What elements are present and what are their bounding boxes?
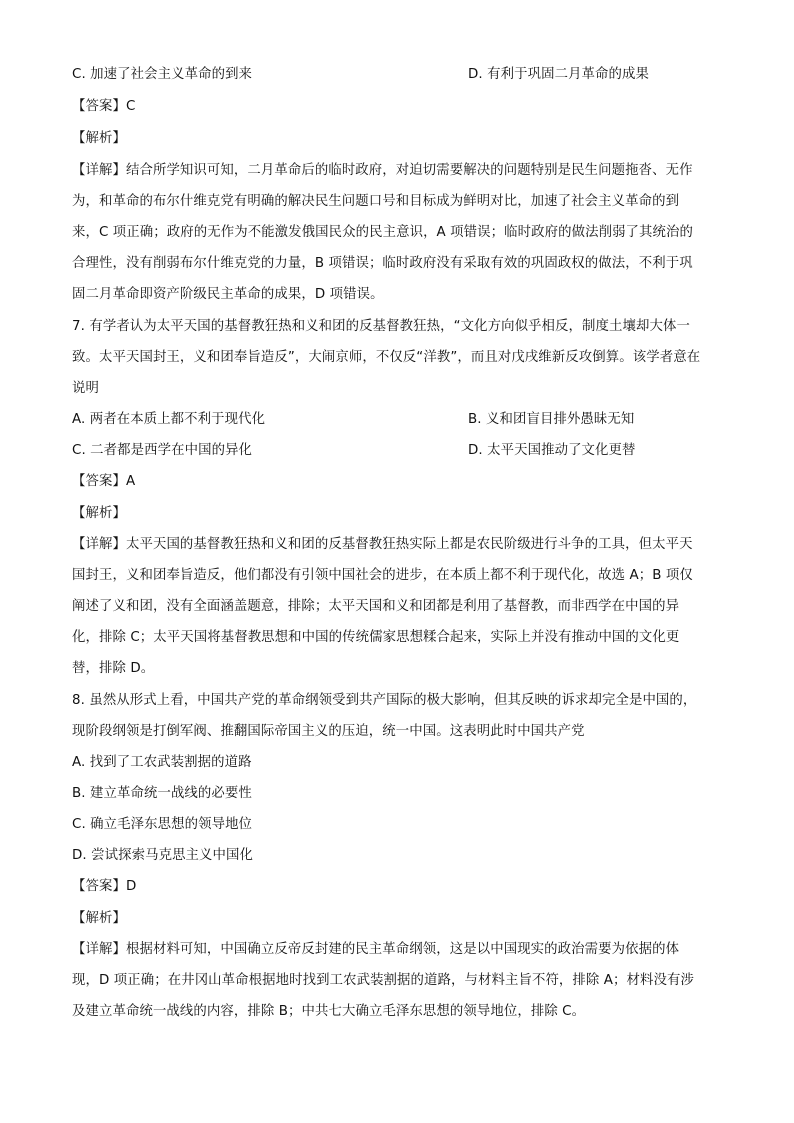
q6-detail-line-4: 合理性，没有削弱布尔什维克党的力量，B 项错误；临时政府没有采取有效的巩固政权的做法，不利于巩 (72, 256, 693, 271)
q6-answer (72, 97, 724, 117)
q7-detail-line-1 (72, 535, 724, 555)
detail-tag: 【详解】 (72, 942, 126, 957)
detail-tag: 【详解】 (72, 163, 126, 178)
answer-tag: 【答案】 (72, 99, 126, 114)
q7-options-row-2 (72, 441, 724, 461)
q8-option-c: C. 确立毛泽东思想的领导地位 (72, 817, 253, 832)
q7-detail-text: 太平天国的基督教狂热和义和团的反基督教狂热实际上都是农民阶级进行斗争的工具，但太平天 (125, 537, 693, 552)
q6-detail-line-3: 来，C 项正确；政府的无作为不能激发俄国民众的民主意识，A 项错误；临时政府的做法削弱了其统治的 (72, 225, 694, 240)
q7-analysis-label: 【解析】 (72, 506, 126, 521)
q8-detail-text: 根据材料可知，中国确立反帝反封建的民主革命纲领，这是以中国现实的政治需要为依据的体 (125, 942, 680, 957)
q8-stem-line-1: 8. 虽然从形式上看，中国共产党的革命纲领受到共产国际的极大影响，但其反映的诉求却完全是中国的， (72, 693, 697, 708)
q6-analysis-label: 【解析】 (72, 131, 126, 146)
q6-detail-line-5: 固二月革命即资产阶级民主革命的成果，D 项错误。 (72, 287, 384, 302)
q8-stem-line-2: 现阶段纲领是打倒军阀、推翻国际帝国主义的压迫，统一中国。这表明此时中国共产党 (72, 724, 585, 739)
answer-tag: 【答案】 (72, 474, 126, 489)
q7-stem-line-1: 7. 有学者认为太平天国的基督教狂热和义和团的反基督教狂热，“文化方向似乎相反，制度土壤却大体一 (72, 319, 690, 334)
q7-answer-value: A (125, 474, 136, 489)
q7-answer (72, 472, 724, 492)
q6-detail-text: 结合所学知识可知，二月革命后的临时政府，对迫切需要解决的问题特别是民生问题拖沓、无作 (125, 163, 693, 178)
q7-stem-line-3: 说明 (72, 381, 99, 396)
q7-option-d: D. 太平天国推动了文化更替 (468, 443, 636, 458)
q8-detail-line-2: 现，D 项正确；在井冈山革命根据地时找到工农武装割据的道路，与材料主旨不符，排除 A；材料没有涉 (72, 973, 694, 988)
q7-option-b: B. 义和团盲目排外愚昧无知 (468, 412, 635, 427)
q7-detail-line-3: 阐述了义和团，没有全面涵盖题意，排除；太平天国和义和团都是利用了基督教，而非西学在中国的异 (72, 599, 680, 614)
q6-option-c: C. 加速了社会主义革命的到来 (72, 67, 253, 82)
q6-options-row (72, 65, 724, 85)
detail-tag: 【详解】 (72, 537, 126, 552)
q8-option-a: A. 找到了工农武装割据的道路 (72, 755, 252, 770)
q8-analysis-label: 【解析】 (72, 911, 126, 926)
q7-options-row-1 (72, 410, 724, 430)
q7-detail-line-5: 替，排除 D。 (72, 661, 155, 676)
q8-option-b: B. 建立革命统一战线的必要性 (72, 786, 252, 801)
q7-detail-line-2: 国封王，义和团奉旨造反，他们都没有引领中国社会的进步，在本质上都不利于现代化，故选 A；B 项仅 (72, 568, 693, 583)
q8-answer (72, 877, 724, 897)
q8-detail-line-1 (72, 940, 724, 960)
q7-stem-line-2: 致。太平天国封王，义和团奉旨造反”，大闹京师，不仅反“洋教”，而且对戊戌维新反攻倒算。该学者意在 (72, 350, 701, 365)
q7-option-c: C. 二者都是西学在中国的异化 (72, 443, 253, 458)
q8-option-d: D. 尝试探索马克思主义中国化 (72, 848, 254, 863)
q6-answer-value: C (125, 99, 136, 114)
q7-option-a: A. 两者在本质上都不利于现代化 (72, 412, 266, 427)
q6-detail-line-1 (72, 161, 724, 181)
answer-tag: 【答案】 (72, 879, 126, 894)
q8-answer-value: D (125, 879, 137, 894)
q6-detail-line-2: 为，和革命的布尔什维克党有明确的解决民生问题口号和目标成为鲜明对比，加速了社会主义革命的到 (72, 194, 680, 209)
q7-detail-line-4: 化，排除 C；太平天国将基督教思想和中国的传统儒家思想糅合起来，实际上并没有推动中国的文化更 (72, 630, 680, 645)
q8-detail-line-3: 及建立革命统一战线的内容，排除 B；中共七大确立毛泽东思想的领导地位，排除 C。 (72, 1004, 586, 1019)
q6-option-d: D. 有利于巩固二月革命的成果 (468, 67, 650, 82)
